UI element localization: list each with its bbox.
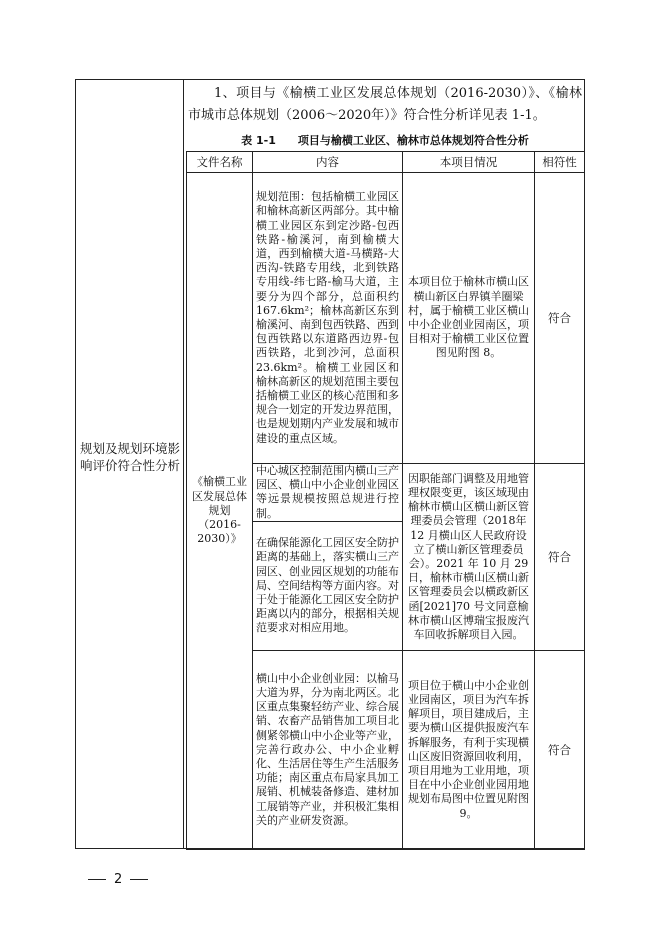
content-cell: 在确保能源化工园区安全防护距离的基础上，落实横山三产园区、创业园区规划的功能布局、空间结构等方面内容。对于处于能源化工园区安全防护距离以内的部分，根据相关规范要求对相应用地。 (253, 521, 403, 650)
header-content: 内容 (253, 152, 403, 173)
conformity-table (186, 151, 585, 850)
content-cell: 横山中小企业创业园：以榆马大道为界，分为南北两区。北区重点集聚轻纺产业、综合展销、农畜产品销售加工项目北侧紧邻横山中小企业等产业，完善行政办公、中小企业孵化、生活居住等生产生活服务功能；南区重点布局家具加工展销、机械装备修造、建材加工展销等产业，并积极汇集相关的产业研发资源。 (253, 650, 403, 849)
assessment-table (75, 79, 585, 849)
header-file: 文件名称 (187, 152, 253, 173)
section-label: 规划及规划环境影响评价符合性分析 (80, 441, 181, 473)
conformity-cell: 符合 (535, 173, 585, 464)
intro-paragraph: 1、项目与《榆横工业区发展总体规划（2016-2030）》、《榆林市城市总体规划（2006～2020年）》符合性分析详见表 1-1。 (188, 86, 582, 123)
table-caption: 表 1-1 项目与榆横工业区、榆林市总体规划符合性分析 (241, 134, 529, 147)
page-number: 2 (114, 872, 123, 887)
header-conformity: 相符性 (535, 152, 585, 173)
file-name-cell: 《榆横工业区发展总体规划（2016-2030）》 (187, 173, 253, 850)
content-cell: 规划范围：包括榆横工业园区和榆林高新区两部分。其中榆横工业园区东到定沙路-包西铁路-榆溪河，南到榆横大道，西到榆横大道-马横路-大西沟-铁路专用线，北到铁路专用线-纬七路-榆马大道，主要分为四个部分，总面积约 167.6km²；榆林高新区东到榆溪河、南到包西铁路、西到包西铁路以东道路西边界-包西铁路，北到沙河，总面积 23.6km²。榆横工业园区和榆林高新区的规划范围主要包括榆横工业区的核心范围和多规合一划定的开发边界范围，也是规划期内产业发展和城市建设的重点区域。 (253, 173, 403, 464)
conformity-cell: 符合 (535, 650, 585, 849)
left-column (76, 80, 184, 848)
conformity-cell: 符合 (535, 464, 585, 651)
footer-dash-right (130, 879, 148, 880)
table-header-row (187, 152, 585, 173)
content-cell: 中心城区控制范围内横山三产园区、横山中小企业创业园区等远景规模按照总规进行控制。 (253, 464, 403, 522)
status-cell: 项目位于横山中小企业创业园南区，项目为汽车拆解项目，项目建成后，主要为横山区提供报废汽车拆解服务，有利于实现横山区废旧资源回收利用，项目用地为工业用地，项目在中小企业创业园用地规划布局图中位置见附图 9。 (403, 650, 535, 849)
status-cell: 因职能部门调整及用地管理权限变更，该区域现由榆林市横山区横山新区管理委员会管理（2018年 12 月横山区人民政府设立了横山新区管理委员会）。2021 年 10 月 29 日，榆林市横山区横山新区管理委员会以横政新区函[2021]70 号文同意榆林市横山区博瑞宝报废汽车回收拆解项目入园。 (403, 464, 535, 651)
page-footer (80, 872, 156, 887)
table-row (187, 173, 585, 464)
footer-dash-left (88, 879, 106, 880)
header-status: 本项目情况 (403, 152, 535, 173)
status-cell: 本项目位于榆林市横山区横山新区白界镇羊圈梁村，属于榆横工业区横山中小企业创业园南区，项目相对于榆横工业区位置图见附图 8。 (403, 173, 535, 464)
